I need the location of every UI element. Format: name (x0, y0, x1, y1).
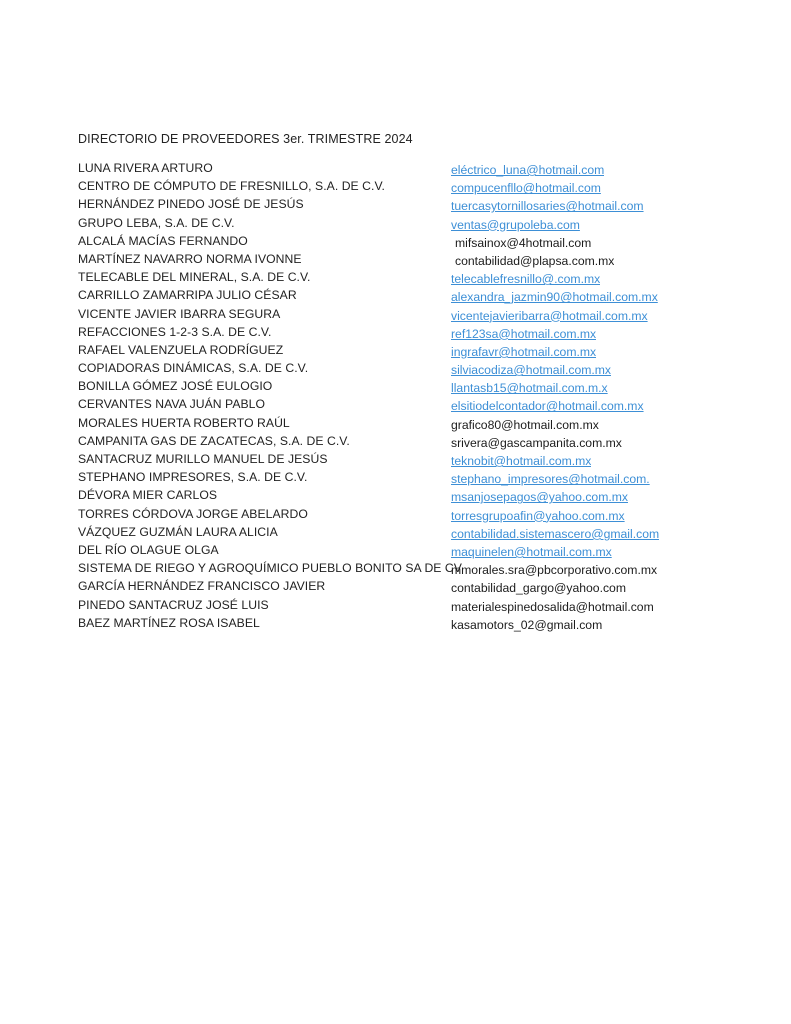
supplier-name: VÁZQUEZ GUZMÁN LAURA ALICIA (78, 524, 278, 539)
supplier-row (0, 251, 791, 269)
supplier-row (0, 196, 791, 214)
supplier-email: mmorales.sra@pbcorporativo.com.mx (451, 563, 658, 578)
supplier-name: TORRES CÓRDOVA JORGE ABELARDO (78, 506, 308, 521)
supplier-email-link[interactable]: torresgrupoafin@yahoo.com.mx (451, 508, 625, 523)
supplier-email-link[interactable]: eléctrico_luna@hotmail.com (451, 163, 605, 177)
supplier-name: RAFAEL VALENZUELA RODRÍGUEZ (78, 342, 284, 357)
document-title: DIRECTORIO DE PROVEEDORES 3er. TRIMESTRE 2024 (78, 132, 413, 146)
supplier-name: DEL RÍO OLAGUE OLGA (78, 542, 219, 557)
supplier-name: LUNA RIVERA ARTURO (78, 161, 213, 175)
supplier-email-link[interactable]: stephano_impresores@hotmail.com. (451, 472, 650, 487)
supplier-row (0, 287, 791, 305)
supplier-row (0, 560, 791, 578)
supplier-email-link[interactable]: teknobit@hotmail.com.mx (451, 454, 592, 468)
supplier-name: MORALES HUERTA ROBERTO RAÚL (78, 415, 290, 430)
supplier-name: CENTRO DE CÓMPUTO DE FRESNILLO, S.A. DE C.V. (78, 179, 385, 194)
supplier-name: BAEZ MARTÍNEZ ROSA ISABEL (78, 615, 260, 630)
supplier-row (0, 160, 791, 178)
supplier-row (0, 415, 791, 433)
supplier-name: SANTACRUZ MURILLO MANUEL DE JESÚS (78, 452, 328, 466)
supplier-row (0, 487, 791, 505)
supplier-row (0, 269, 791, 287)
supplier-email-link[interactable]: tuercasytornillosaries@hotmail.com (451, 199, 644, 214)
supplier-row (0, 524, 791, 542)
supplier-name: CARRILLO ZAMARRIPA JULIO CÉSAR (78, 288, 297, 303)
supplier-name: COPIADORAS DINÁMICAS, S.A. DE C.V. (78, 361, 309, 376)
supplier-name: REFACCIONES 1-2-3 S.A. DE C.V. (78, 324, 272, 339)
supplier-name: CERVANTES NAVA JUÁN PABLO (78, 397, 266, 412)
supplier-name: PINEDO SANTACRUZ JOSÉ LUIS (78, 597, 269, 612)
supplier-row (0, 306, 791, 324)
supplier-name: CAMPANITA GAS DE ZACATECAS, S.A. DE C.V. (78, 433, 350, 448)
supplier-email: materialespinedosalida@hotmail.com (451, 599, 654, 614)
supplier-row (0, 506, 791, 524)
supplier-name: DÉVORA MIER CARLOS (78, 488, 218, 503)
supplier-email-link[interactable]: alexandra_jazmin90@hotmail.com.mx (451, 290, 658, 305)
supplier-row (0, 360, 791, 378)
supplier-name: GRUPO LEBA, S.A. DE C.V. (78, 215, 235, 230)
supplier-row (0, 469, 791, 487)
supplier-row (0, 342, 791, 360)
supplier-name: STEPHANO IMPRESORES, S.A. DE C.V. (78, 470, 308, 485)
supplier-email: grafico80@hotmail.com.mx (451, 417, 599, 432)
supplier-row (0, 451, 791, 469)
supplier-email-link[interactable]: compucenfllo@hotmail.com (451, 181, 601, 196)
supplier-row (0, 378, 791, 396)
supplier-name: SISTEMA DE RIEGO Y AGROQUÍMICO PUEBLO BONITO SA DE CV (78, 561, 462, 576)
supplier-email: kasamotors_02@gmail.com (451, 617, 603, 632)
supplier-row (0, 215, 791, 233)
supplier-email-link[interactable]: maquinelen@hotmail.com.mx (451, 544, 612, 559)
supplier-row (0, 542, 791, 560)
supplier-name: BONILLA GÓMEZ JOSÉ EULOGIO (78, 379, 273, 394)
supplier-row (0, 615, 791, 633)
supplier-row (0, 396, 791, 414)
supplier-name: HERNÁNDEZ PINEDO JOSÉ DE JESÚS (78, 197, 304, 212)
supplier-name: MARTÍNEZ NAVARRO NORMA IVONNE (78, 251, 302, 266)
supplier-directory (0, 160, 791, 633)
supplier-name: VICENTE JAVIER IBARRA SEGURA (78, 306, 281, 321)
supplier-row (0, 178, 791, 196)
supplier-email: mifsainox@4hotmail.com (455, 235, 592, 250)
supplier-row (0, 324, 791, 342)
supplier-email-link[interactable]: contabilidad.sistemascero@gmail.com (451, 526, 660, 541)
supplier-email: srivera@gascampanita.com.mx (451, 435, 622, 450)
supplier-row (0, 433, 791, 451)
supplier-email-link[interactable]: vicentejavieribarra@hotmail.com.mx (451, 308, 648, 323)
supplier-row (0, 597, 791, 615)
supplier-email: contabilidad@plapsa.com.mx (455, 253, 615, 268)
supplier-name: GARCÍA HERNÁNDEZ FRANCISCO JAVIER (78, 579, 326, 594)
supplier-email-link[interactable]: llantasb15@hotmail.com.m.x (451, 381, 608, 396)
supplier-email-link[interactable]: telecablefresnillo@.com.mx (451, 272, 601, 287)
supplier-email-link[interactable]: silviacodiza@hotmail.com.mx (451, 363, 612, 378)
supplier-email: contabilidad_gargo@yahoo.com (451, 581, 626, 596)
supplier-email-link[interactable]: msanjosepagos@yahoo.com.mx (451, 490, 628, 505)
supplier-row (0, 578, 791, 596)
supplier-name: ALCALÁ MACÍAS FERNANDO (78, 233, 248, 248)
supplier-email-link[interactable]: elsitiodelcontador@hotmail.com.mx (451, 399, 644, 414)
supplier-email-link[interactable]: ref123sa@hotmail.com.mx (451, 326, 597, 341)
supplier-name: TELECABLE DEL MINERAL, S.A. DE C.V. (78, 270, 311, 285)
supplier-row (0, 233, 791, 251)
supplier-email-link[interactable]: ventas@grupoleba.com (451, 217, 580, 232)
supplier-email-link[interactable]: ingrafavr@hotmail.com.mx (451, 344, 597, 359)
